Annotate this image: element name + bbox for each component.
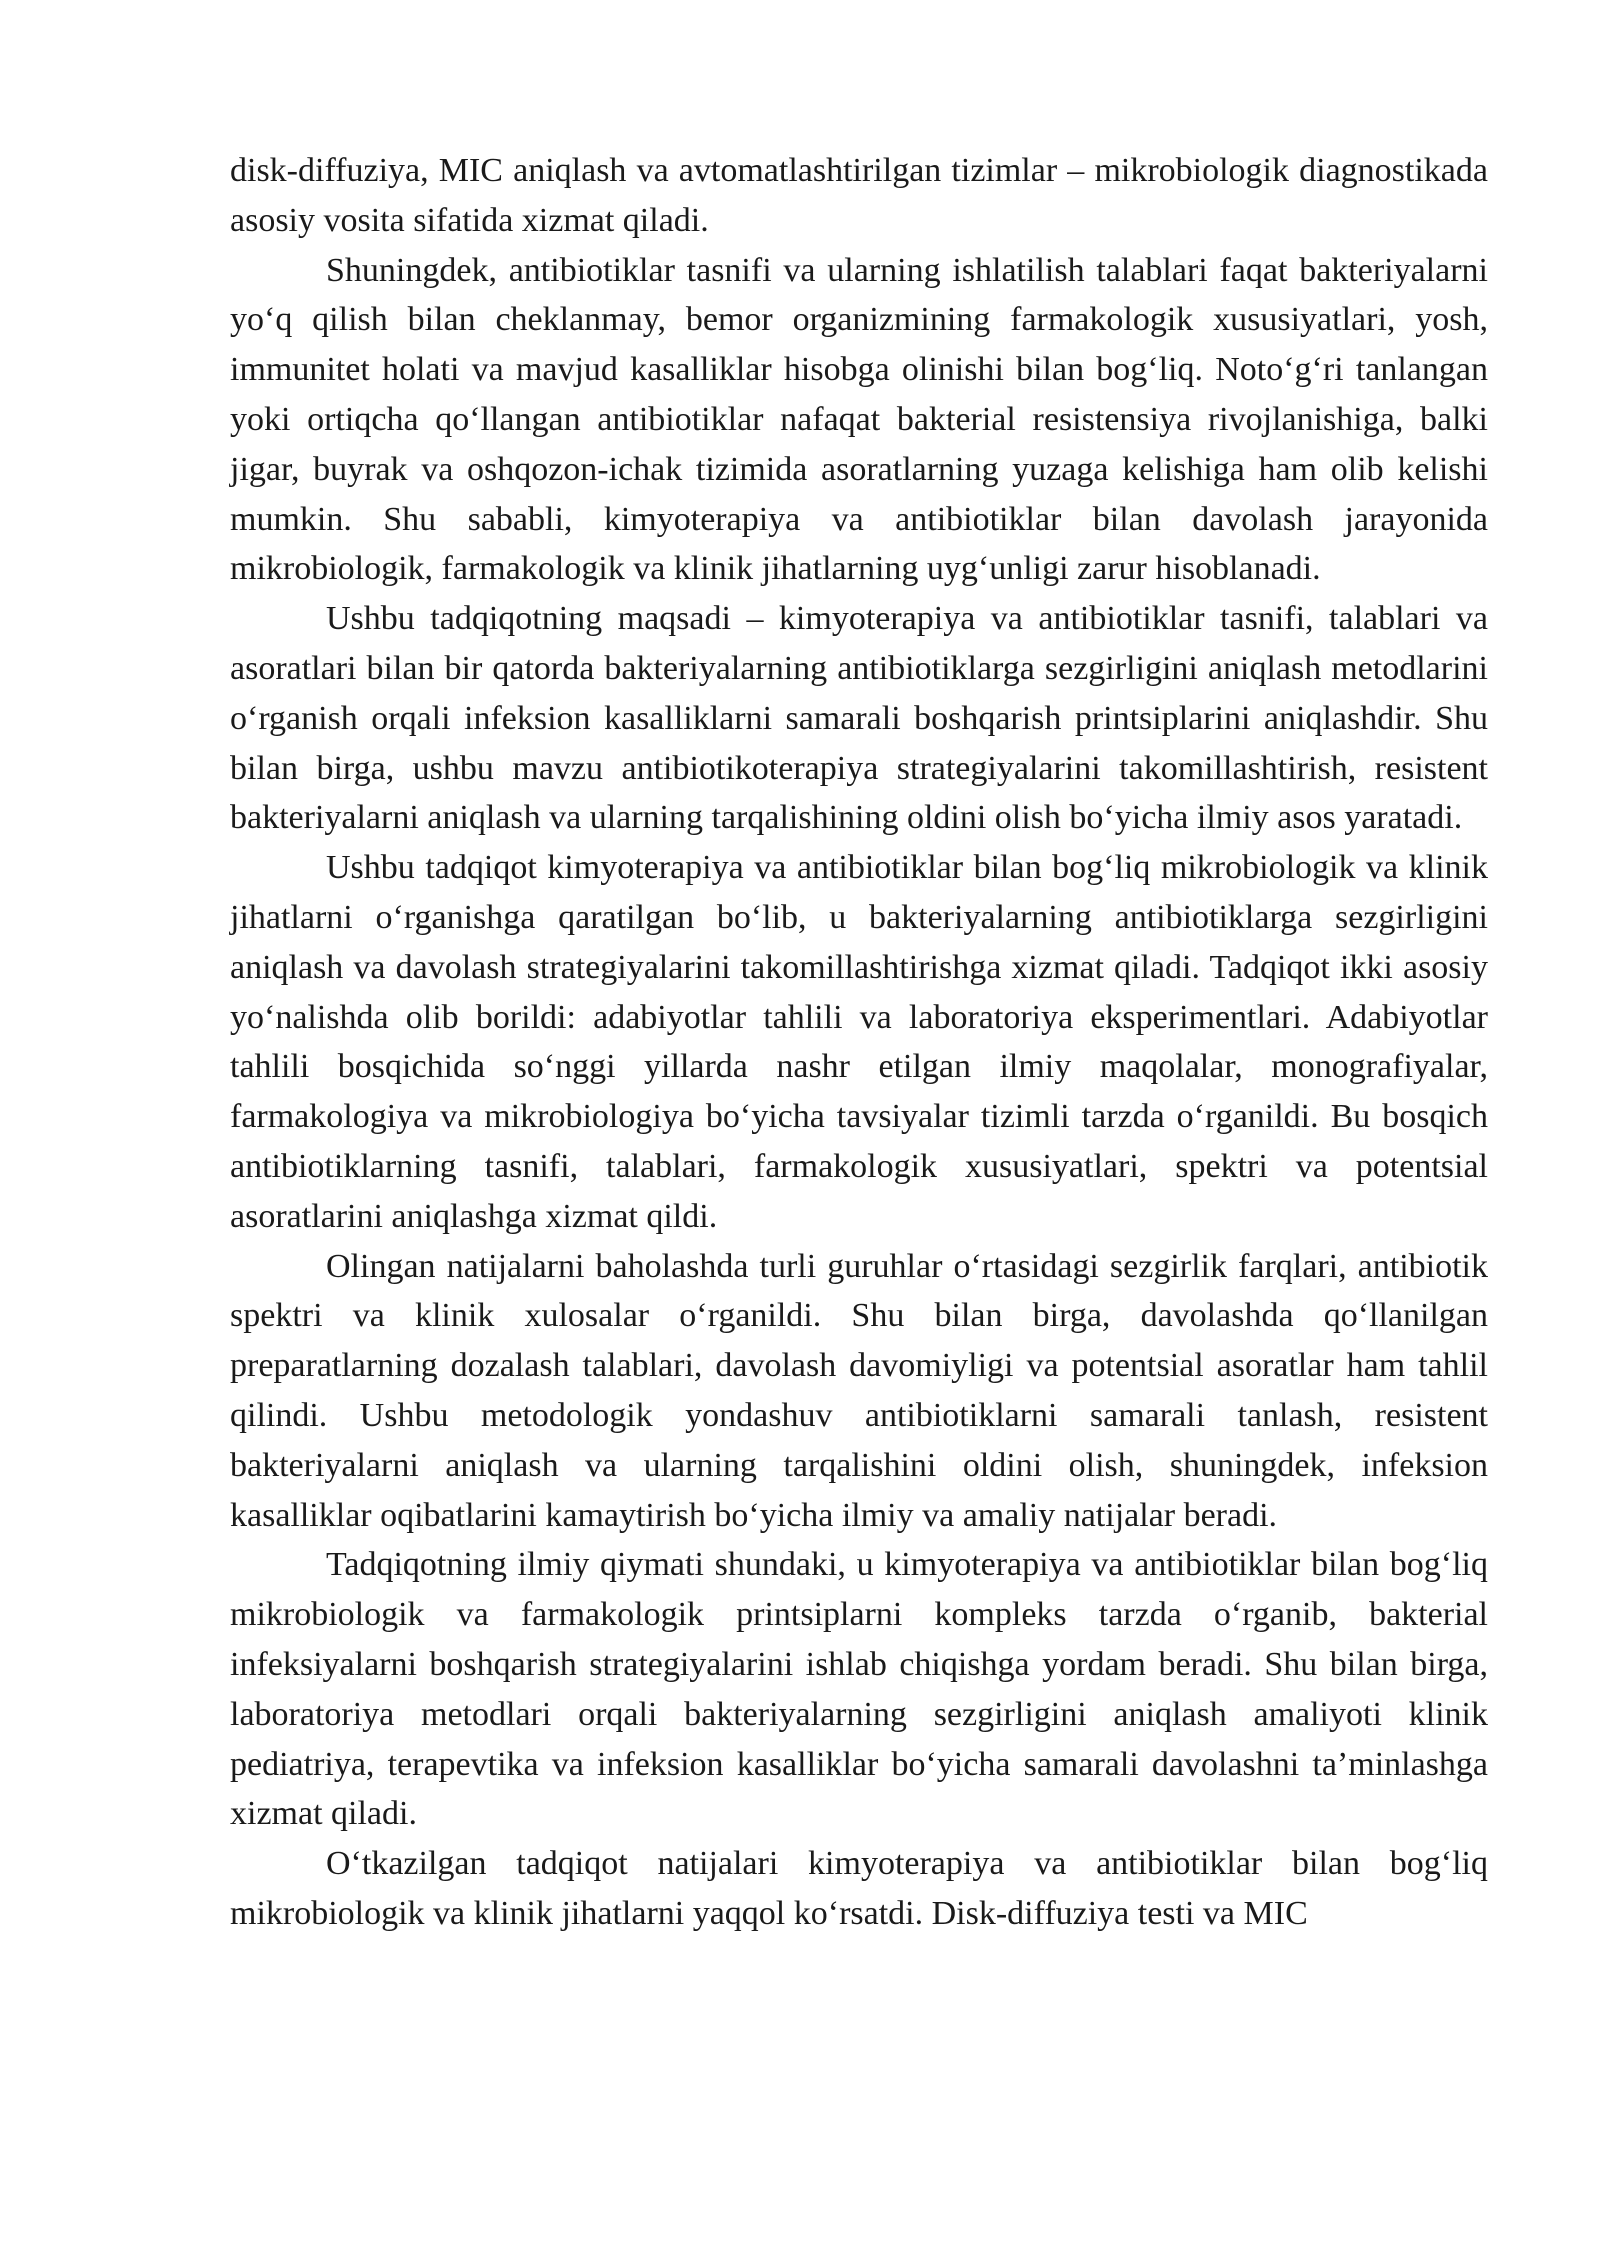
- paragraph-antibiotic-requirements: Shuningdek, antibiotiklar tasnifi va ularning ishlatilish talablari faqat bakteriyalarni yo‘q qilish bilan cheklanmay, bemor organizmining farmakologik xususiyatlari, yosh, immunitet holati va mavjud kasalliklar hisobga olinishi bilan bog‘liq. Noto‘g‘ri tanlangan yoki ortiqcha qo‘llangan antibiotiklar nafaqat bakterial resistensiya rivojlanishiga, balki jigar, buyrak va oshqozon-ichak tizimida asoratlarning yuzaga kelishiga ham olib kelishi mumkin. Shu sababli, kimyoterapiya va antibiotiklar bilan davolash jarayonida mikrobiologik, farmakologik va klinik jihatlarning uyg‘unligi zarur hisoblanadi.: [230, 251, 1488, 588]
- paragraph-evaluation: Olingan natijalarni baholashda turli guruhlar o‘rtasidagi sezgirlik farqlari, antibiotik spektri va klinik xulosalar o‘rganildi. Shu bilan birga, davolashda qo‘llanilgan preparatlarning dozalash talablari, davolash davomiyligi va potentsial asoratlar ham tahlil qilindi. Ushbu metodologik yondashuv antibiotiklarni samarali tanlash, resistent bakteriyalarni aniqlash va ularning tarqalishini oldini olish, shuningdek, infeksion kasalliklar oqibatlarini kamaytirish bo‘yicha ilmiy va amaliy natijalar beradi.: [230, 1247, 1488, 1534]
- paragraph-results: O‘tkazilgan tadqiqot natijalari kimyoterapiya va antibiotiklar bilan bog‘liq mikrobiologik va klinik jihatlarni yaqqol ko‘rsatdi. Disk-diffuziya testi va MIC: [230, 1845, 1488, 1932]
- paragraph-research-aim: Ushbu tadqiqotning maqsadi – kimyoterapiya va antibiotiklar tasnifi, talablari va asoratlari bilan bir qatorda bakteriyalarning antibiotiklarga sezgirligini aniqlash metodlarini o‘rganish orqali infeksion kasalliklarni samarali boshqarish printsiplarini aniqlashdir. Shu bilan birga, ushbu mavzu antibiotikoterapiya strategiyalarini takomillashtirish, resistent bakteriyalarni aniqlash va ularning tarqalishining oldini olish bo‘yicha ilmiy asos yaratadi.: [230, 600, 1488, 837]
- paragraph-continuation: disk-diffuziya, MIC aniqlash va avtomatlashtirilgan tizimlar – mikrobiologik diagnostikada asosiy vosita sifatida xizmat qiladi.: [230, 152, 1488, 239]
- body-text: [230, 146, 1488, 1939]
- paragraph-scientific-value: Tadqiqotning ilmiy qiymati shundaki, u kimyoterapiya va antibiotiklar bilan bog‘liq mikrobiologik va farmakologik printsiplarni kompleks tarzda o‘rganib, bakterial infeksiyalarni boshqarish strategiyalarini ishlab chiqishga yordam beradi. Shu bilan birga, laboratoriya metodlari orqali bakteriyalarning sezgirligini aniqlash amaliyoti klinik pediatriya, terapevtika va infeksion kasalliklar bo‘yicha samarali davolashni ta’minlashga xizmat qiladi.: [230, 1546, 1488, 1833]
- paragraph-methodology: Ushbu tadqiqot kimyoterapiya va antibiotiklar bilan bog‘liq mikrobiologik va klinik jihatlarni o‘rganishga qaratilgan bo‘lib, u bakteriyalarning antibiotiklarga sezgirligini aniqlash va davolash strategiyalarini takomillashtirishga xizmat qiladi. Tadqiqot ikki asosiy yo‘nalishda olib borildi: adabiyotlar tahlili va laboratoriya eksperimentlari. Adabiyotlar tahlili bosqichida so‘nggi yillarda nashr etilgan ilmiy maqolalar, monografiyalar, farmakologiya va mikrobiologiya bo‘yicha tavsiyalar tizimli tarzda o‘rganildi. Bu bosqich antibiotiklarning tasnifi, talablari, farmakologik xususiyatlari, spektri va potentsial asoratlarini aniqlashga xizmat qildi.: [230, 849, 1488, 1235]
